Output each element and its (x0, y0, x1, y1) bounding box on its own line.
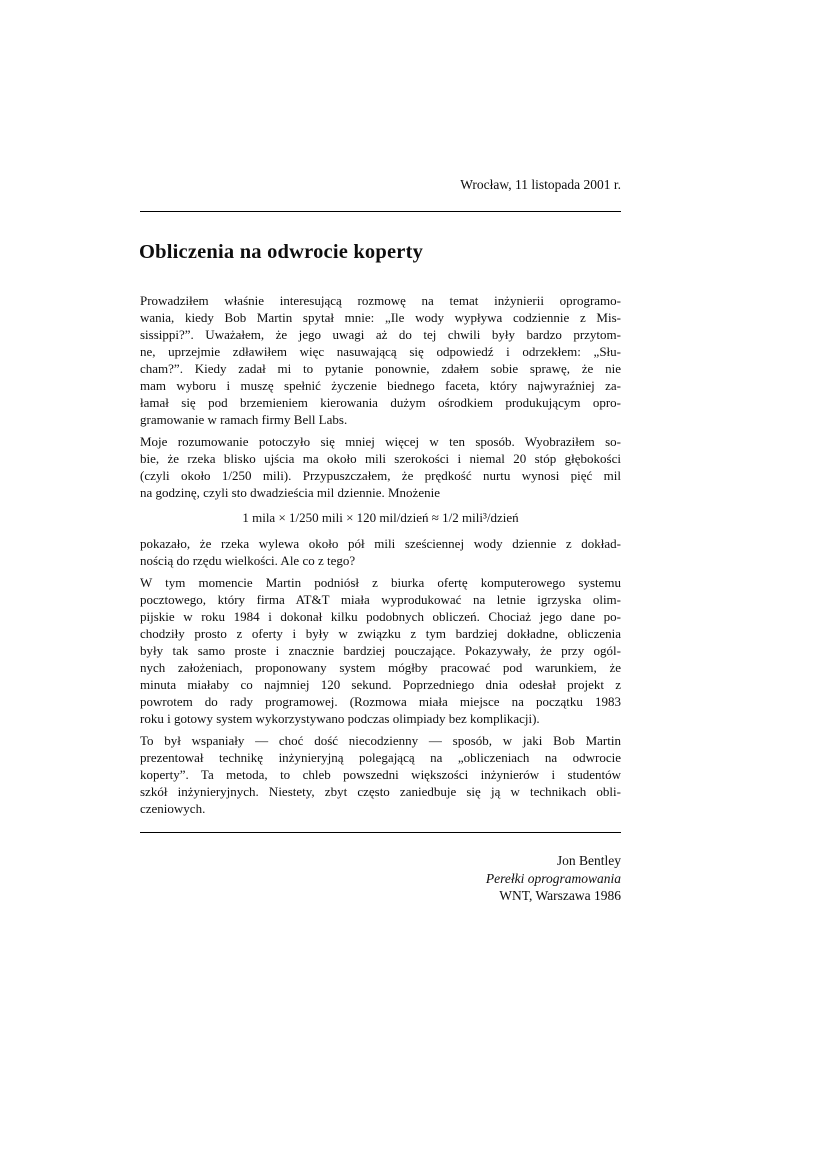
text-line: łamał się pod brzemieniem kierowania dużym ośrodkiem produkującym opro- (140, 395, 621, 410)
body-text (140, 292, 621, 822)
text-line: były tak samo proste i znacznie bardziej pouczające. Pokazywały, że przy ogól- (140, 643, 621, 658)
text-line: Prowadziłem właśnie interesującą rozmowę na temat inżynierii oprogramo- (140, 293, 621, 308)
signature-author: Jon Bentley (556, 853, 621, 868)
text-line: na godzinę, czyli sto dwadzieścia mil dziennie. Mnożenie (140, 485, 440, 500)
dateline: Wrocław, 11 listopada 2001 r. (460, 177, 621, 192)
signature-block (140, 852, 621, 905)
text-line: (czyli około 1/250 mili). Przypuszczałem, że prędkość nurtu wynosi pięć mil (140, 468, 621, 483)
text-line: Moje rozumowanie potoczyło się mniej więcej w ten sposób. Wyobraziłem so- (140, 434, 621, 449)
text-line: chodziły prosto z oferty i były w związku z tym bardziej dokładne, obliczenia (140, 626, 621, 641)
text-line: nością do rzędu wielkości. Ale co z tego? (140, 553, 356, 568)
text-line: To był wspaniały — choć dość niecodzienny — sposób, w jaki Bob Martin (140, 733, 621, 748)
signature-publisher: WNT, Warszawa 1986 (499, 888, 621, 903)
text-line: czeniowych. (140, 801, 206, 816)
text-line: ne, uprzejmie zdławiłem więc nasuwającą się odpowiedź i odrzekłem: „Słu- (140, 344, 621, 359)
text-line: pokazało, że rzeka wylewa około pół mili sześciennej wody dziennie z dokład- (140, 536, 621, 551)
text-line: koperty”. Ta metoda, to chleb powszedni większości inżynierów i studentów (140, 767, 621, 782)
text-line: gramowanie w ramach firmy Bell Labs. (140, 412, 348, 427)
paragraph (140, 732, 621, 817)
text-line: W tym momencie Martin podniósł z biurka ofertę komputerowego systemu (140, 575, 621, 590)
paragraph (140, 535, 621, 569)
text-line: prezentował technikę inżynieryjną polegającą na „obliczeniach na odwrocie (140, 750, 621, 765)
text-line: powrotem do rady programowej. (Rozmowa miała miejsce na początku 1983 (140, 694, 621, 709)
signature-work-title: Perełki oprogramowania (485, 870, 621, 886)
paragraph (140, 433, 621, 501)
text-line: nych założeniach, proponowany system mógłby pracować pod warunkiem, że (140, 660, 621, 675)
page-title: Obliczenia na odwrocie koperty (139, 241, 424, 263)
text-line: sissippi?”. Uważałem, że jego uwagi aż do tej chwili były bardzo przytom- (140, 327, 621, 342)
text-line: mam wyboru i muszę spełnić życzenie biednego faceta, który najwyraźniej za- (140, 378, 621, 393)
paragraph (140, 574, 621, 727)
paragraph (140, 292, 621, 428)
display-formula: 1 mila × 1/250 mili × 120 mil/dzień ≈ 1/2 mili³/dzień (242, 510, 519, 525)
text-line: szkół inżynieryjnych. Niestety, zbyt często zaniedbuje się ją w technikach obli- (140, 784, 621, 799)
bottom-rule (140, 832, 621, 833)
text-line: roku i gotowy system wykorzystywano podczas olimpiady bez komplikacji). (140, 711, 540, 726)
text-line: minuta miałaby co najmniej 120 sekund. Poprzedniego dnia odesłał projekt z (140, 677, 621, 692)
text-line: pocztowego, który firma AT&T miała wyprodukować na letnie igrzyska olim- (140, 592, 621, 607)
text-line: wania, kiedy Bob Martin spytał mnie: „Ile wody wypływa codziennie z Mis- (140, 310, 621, 325)
text-line: bie, że rzeka blisko ujścia ma około mili szerokości i niemal 20 stóp głębokości (140, 451, 621, 466)
top-rule (140, 211, 621, 212)
text-line: pijskie w roku 1984 i dokonał kilku podobnych obliczeń. Chociaż jego dane po- (140, 609, 621, 624)
text-line: cham?”. Kiedy zadał mi to pytanie ponownie, zdałem sobie sprawę, że nie (140, 361, 621, 376)
